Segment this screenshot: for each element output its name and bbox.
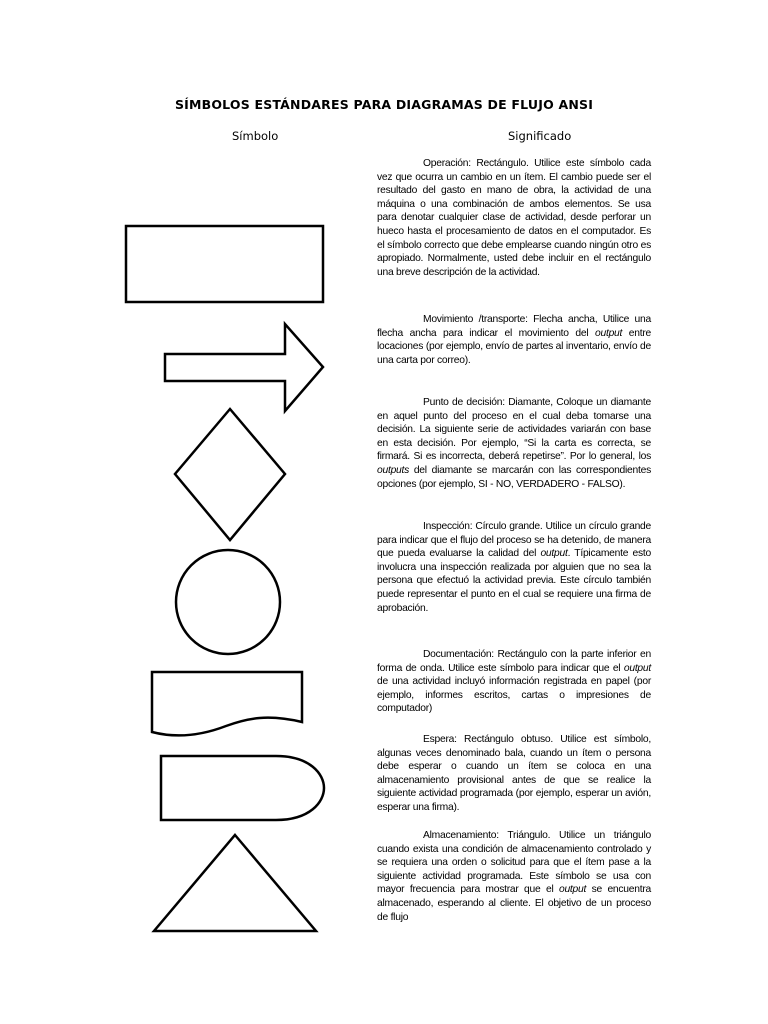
description-text: se encuentra almacenado, esperando al cliente. El objetivo de un proceso de flujo xyxy=(377,884,651,923)
triangle-symbol xyxy=(154,835,316,931)
wide-arrow-symbol xyxy=(165,324,323,411)
page-title: SÍMBOLOS ESTÁNDARES PARA DIAGRAMAS DE FLUJO ANSI xyxy=(174,97,594,112)
document-symbol xyxy=(152,672,302,735)
description-text: Operación: Rectángulo. Utilice este símbolo cada vez que ocurra un cambio en un ítem. El cambio puede ser el resultado del gasto en mano de obra, la actividad de una máquina o una combinación de ambos elementos. Se usa para denotar cualquier clase de actividad, desde perforar un hueco hasta el procesamiento de datos en el computador. Es el símbolo correcto que debe emplearse cuando ningún otro es apropiado. Normalmente, usted debe incluir en el rectángulo una breve descripción de la actividad. xyxy=(377,158,651,278)
description-wait xyxy=(377,733,651,815)
description-inspection xyxy=(377,520,651,615)
description-documentation xyxy=(377,648,651,716)
description-text: Espera: Rectángulo obtuso. Utilice est símbolo, algunas veces denominado bala, cuando un ítem o persona debe esperar o cuando un ítem se coloca en una almacenamiento provisional antes de que se realice la siguiente actividad programada (por ejemplo, esperar un avión, esperar una firma). xyxy=(377,734,651,813)
rectangle-symbol xyxy=(126,226,323,302)
description-text: Almacenamiento: Triángulo. Utilice un triángulo cuando exista una condición de almacenamiento controlado y se requiera una orden o solicitud para que el ítem pase a la siguiente actividad programada. Este símbolo se usa con mayor frecuencia para mostrar que el xyxy=(377,830,651,896)
description-text: Punto de decisión: Diamante, Coloque un diamante en aquel punto del proceso en el cual deba tomarse una decisión. La siguiente serie de actividades variarán con base en esta decisión. Por ejemplo, “Si la carta es correcta, se firmará. Si es incorrecta, deberá repetirse”. Por lo general, los xyxy=(377,397,651,463)
italic-term: output xyxy=(595,327,623,339)
description-text: Inspección: Círculo grande. Utilice un círculo grande para indicar que el flujo del proceso se ha detenido, de manera que pueda evaluarse la calidad del xyxy=(377,521,651,560)
italic-term: outputs xyxy=(377,464,410,476)
description-text: Movimiento /transporte: Flecha ancha, Utilice una flecha ancha para indicar el movimiento del xyxy=(377,314,651,339)
italic-term: output xyxy=(623,662,651,674)
description-storage xyxy=(377,829,651,924)
description-text: Documentación: Rectángulo con la parte inferior en forma de onda. Utilice este símbolo para indicar que el xyxy=(377,649,651,674)
italic-term: output xyxy=(540,548,568,560)
description-decision xyxy=(377,396,651,491)
diamond-symbol xyxy=(175,409,285,540)
description-text: . Típicamente esto involucra una inspección realizada por alguien que no sea la persona que efectuó la actividad previa. Este círculo también puede representar el punto en el cual se requiere una firma de aprobación. xyxy=(377,548,651,614)
meaning-column-header: Significado xyxy=(508,129,572,143)
description-text: de una actividad incluyó información registrada en papel (por ejemplo, informes escritos, cartas o impresiones de computador) xyxy=(377,676,651,715)
description-text: entre locaciones (por ejemplo, envío de partes al inventario, envío de una carta por correo). xyxy=(377,327,651,366)
symbol-column-header: Símbolo xyxy=(232,129,279,143)
bullet-symbol xyxy=(161,756,324,820)
description-transport xyxy=(377,313,651,367)
italic-term: output xyxy=(558,884,587,896)
description-operation xyxy=(377,157,651,279)
circle-symbol xyxy=(176,550,280,654)
description-text: del diamante se marcarán con las correspondientes opciones (por ejemplo, SI - NO, VERDADERO - FALSO). xyxy=(377,464,651,490)
